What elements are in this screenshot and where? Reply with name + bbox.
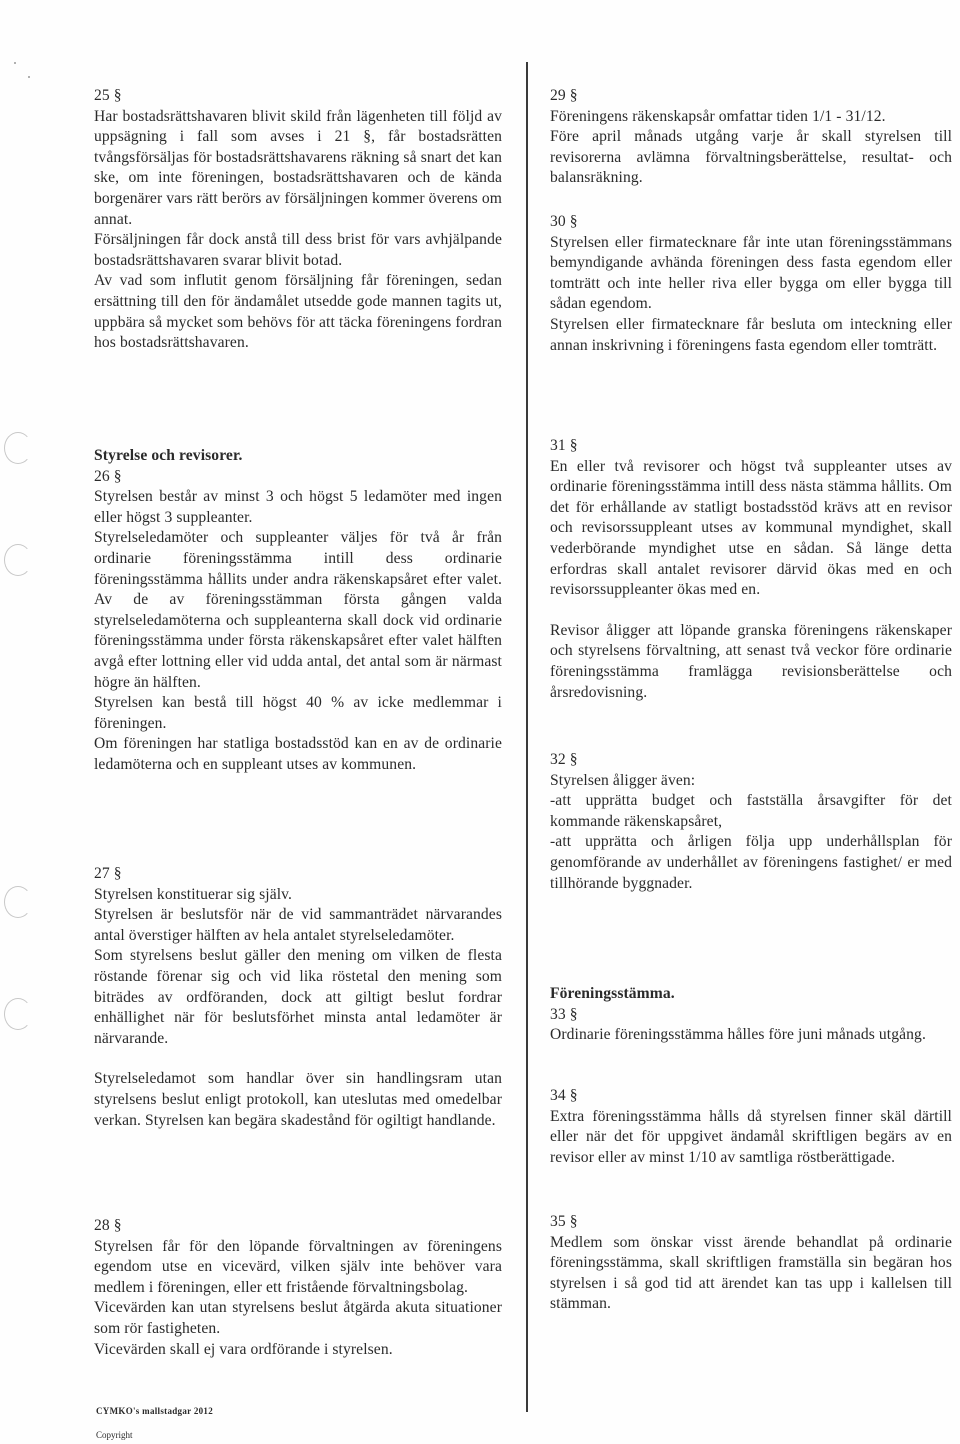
paragraph: Extra föreningsstämma hålls då styrelsen finner skäl därtill eller när det för uppgivet ändamål skriftligen begärs av en revisor eller av minst 1/10 av samtliga röstberättigade. xyxy=(550,1107,952,1166)
section-number: 32 § xyxy=(550,751,578,768)
scan-speck xyxy=(28,76,30,78)
paragraph: Styrelsen kan bestå till högst 40 % av icke medlemmar i föreningen. xyxy=(94,694,502,732)
paragraph: Före april månads utgång varje år skall styrelsen till revisorerna avlämna förvaltningsberättelse, resultat- och balansräkning. xyxy=(550,128,952,187)
paragraph: Vicevärden kan utan styrelsens beslut åtgärda akuta situationer som rör fastigheten. xyxy=(94,1299,502,1337)
section-33 xyxy=(550,984,952,1046)
section-number: 25 § xyxy=(94,87,122,104)
column-divider xyxy=(526,62,528,1412)
paragraph: Styrelsen konstituerar sig själv. xyxy=(94,885,293,903)
punch-hole-mark xyxy=(4,998,32,1030)
section-30 xyxy=(550,212,952,356)
section-heading: Styrelse och revisorer. xyxy=(94,447,243,464)
section-number: 26 § xyxy=(94,467,122,485)
list-item: -att upprätta budget och fastställa årsavgifter för det kommande räkenskapsåret, xyxy=(550,792,952,830)
punch-hole-mark xyxy=(4,544,32,576)
section-25 xyxy=(94,86,502,354)
footer-copyright: Copyright xyxy=(96,1430,133,1440)
paragraph: Om föreningen har statliga bostadsstöd kan en av de ordinarie ledamöterna och en suppleant utses av kommunen. xyxy=(94,735,502,773)
punch-hole-mark xyxy=(4,432,32,464)
section-number: 31 § xyxy=(550,437,578,454)
section-28 xyxy=(94,1216,502,1360)
paragraph: Försäljningen får dock anstå till dess brist för vars avhjälpande bostadsrättshavaren svarar blivit botad. xyxy=(94,231,502,269)
section-34 xyxy=(550,1086,952,1168)
section-27 xyxy=(94,864,502,1131)
paragraph: Styrelseledamöter och suppleanter väljes för två år från ordinarie föreningsstämma intill dess ordinarie föreningsstämma hållits under andra räkenskapsåret efter valet. Av de av föreningsstämman första gången valda styrelseledamöterna och suppleanterna skall dock vid ordinarie föreningsstämma under första räkenskapsåret efter valet hälften avgå efter lottning eller vid udda antal, det antal som är närmast högre än hälften. xyxy=(94,529,502,691)
paragraph: Styrelsen är beslutsför när de vid sammanträdet närvarandes antal överstiger hälften av hela antalet styrelseledamöter. xyxy=(94,906,502,944)
paragraph: En eller två revisorer och högst två suppleanter utses av ordinarie föreningsstämma intill dess nästa stämma hållits. Om det för erhållande av statligt bostadsstöd krävs att en revisor och revisorssuppleant utses av kommunal myndighet, skall vederbörande myndighet utse en sådan. Så länge detta erfordras skall antalet revisorer därvid ökas med en och revisorssuppleanter ökas med en. xyxy=(550,457,952,599)
paragraph: Styrelsen eller firmatecknare får inte utan föreningsstämmans bemyndigande avhända föreningen dess fasta egendom eller tomträtt och inte heller riva eller bygga om eller bygga till sådan egendom. xyxy=(550,233,952,313)
paragraph: Föreningens räkenskapsår omfattar tiden 1/1 - 31/12. xyxy=(550,107,886,125)
section-35 xyxy=(550,1212,952,1315)
section-26 xyxy=(94,446,502,776)
section-number: 30 § xyxy=(550,213,578,230)
section-29 xyxy=(550,86,952,189)
section-number: 33 § xyxy=(550,1005,578,1023)
paragraph: Vicevärden skall ej vara ordförande i styrelsen. xyxy=(94,1340,393,1358)
section-number: 27 § xyxy=(94,865,122,882)
paragraph: Styrelsen får för den löpande förvaltningen av föreningens egendom utse en vicevärd, vilken själv inte behöver vara medlem i föreningen, eller ett fristående förvaltningsbolag. xyxy=(94,1237,502,1296)
section-number: 29 § xyxy=(550,87,578,104)
paragraph: Medlem som önskar visst ärende behandlat på ordinarie föreningsstämma, skall skriftligen framställa sin begäran hos styrelsen i så god tid att ärendet kan tas upp i kallelsen till stämman. xyxy=(550,1233,952,1313)
paragraph: Ordinarie föreningsstämma hålles före juni månads utgång. xyxy=(550,1026,926,1044)
list-item: -att upprätta och årligen följa upp underhållsplan för genomförande av underhållet av föreningens fastighet/ er med tillhörande byggnader. xyxy=(550,833,952,892)
paragraph: Styrelsen åligger även: xyxy=(550,771,696,789)
section-31 xyxy=(550,436,952,703)
section-32 xyxy=(550,750,952,894)
section-number: 34 § xyxy=(550,1087,578,1104)
paragraph: Har bostadsrättshavaren blivit skild från lägenheten till följd av uppsägning i fall som avses i 21 §, får bostadsrätten tvångsförsäljas för bostadsrättshavarens räkning så snart det kan ske, om inte föreningen, bostadsrättshavaren och de kända borgenärer vars rätt berörs av försäljningen kommer överens om annat. xyxy=(94,107,502,228)
paragraph: Styrelsen eller firmatecknare får besluta om inteckning eller annan inskrivning i föreningens fasta egendom eller tomträtt. xyxy=(550,315,952,354)
footer-template-name: CYMKO's mallstadgar 2012 xyxy=(96,1406,214,1416)
section-number: 35 § xyxy=(550,1213,578,1230)
paragraph: Som styrelsens beslut gäller den mening om vilken de flesta röstande förenar sig och vid lika röstetal den mening som biträdes av ordföranden, dock att giltigt beslut fordrar enhällighet när för beslutsförhet minsta antal ledamöter är närvarande. xyxy=(94,947,502,1047)
paragraph: Av vad som influtit genom försäljning får föreningen, sedan ersättning till den för ändamålet utsedde gode mannen tagits ut, uppbära så mycket som behövs för att täcka föreningens fordran hos bostadsrättshavaren. xyxy=(94,272,502,352)
scan-speck xyxy=(14,62,16,64)
paragraph: Styrelsen består av minst 3 och högst 5 ledamöter med ingen eller högst 3 suppleanter. xyxy=(94,488,502,526)
paragraph: Revisor åligger att löpande granska föreningens räkenskaper och styrelsens förvaltning, att senast två veckor före ordinarie föreningsstämma framlägga revisionsberättelse och årsredovisning. xyxy=(550,621,952,701)
paragraph: Styrelseledamot som handlar över sin handlingsram utan styrelsens beslut enligt protokoll, kan uteslutas med omedelbar verkan. Styrelsen kan begära skadestånd för ogiltigt handlande. xyxy=(94,1070,502,1129)
section-number: 28 § xyxy=(94,1217,122,1234)
punch-hole-mark xyxy=(4,886,32,918)
section-heading: Föreningsstämma. xyxy=(550,985,675,1002)
